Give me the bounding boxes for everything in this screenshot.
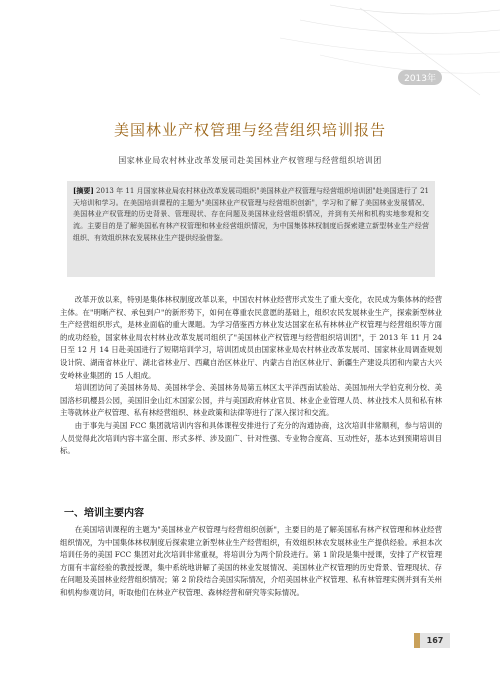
paragraph: 培训团访问了美国林务局、美国林学会、美国林务局第五林区太平洋西南试验站、美国加州大学伯克利分校、美国洛杉矶樱县公园，美国旧金山红木国家公园，并与美国政府林业官员、林业企业管理人员、林业技术人员和私有林主等就林业产权管理、私有林经营组织、林业政策和法律等进行了深入探讨和交流。 [60, 383, 442, 418]
year-badge: 2013年 [398, 70, 442, 85]
article-title: 美国林业产权管理与经营组织培训报告 [113, 121, 386, 139]
abstract-text: 2013 年 11 月国家林业局农村林业改革发展司组织"美国林业产权管理与经营组织培训团"赴美国进行了 21 天培训和学习。在美国培训课程的主题为"美国林业产权管理与经营组织创新"，学习和了解了美国林业发展情况、美国林业产权管理的历史背景、管理现状、存在问题及美国林业经营组织情况，并到有关州和机构实地参观和交流。主要目的是了解美国私有林产权管理和林业经营组织情况，为中国集体林权制度后探索建立新型林业生产经营组织、有效组织林农发展林业生产提供经验借鉴。 [73, 187, 429, 242]
header-decoration [0, 0, 500, 100]
page-number: 167 [420, 633, 450, 648]
article-author: 国家林业局农村林业改革发展司赴美国林业产权管理与经营组织培训团 [118, 156, 382, 165]
intro-section [60, 294, 442, 458]
section-heading: 一、培训主要内容 [64, 508, 144, 519]
paragraph: 由于事先与美国 FCC 集团就培训内容和具体课程安排进行了充分的沟通协商，这次培训非常顺利，参与培训的人员觉得此次培训内容丰富全面、形式多样、涉及面广、针对性强、专业物合度高、互动性好，基本达到预期培训目标。 [60, 420, 442, 456]
paragraph: 在美国培训课程的主题为"美国林业产权管理与经营组织创新"，主要目的是了解美国私有林产权管理和林业经营组织情况，为中国集体林权制度后探索建立新型林业生产经营组织，有效组织林农发展林业生产提供经验。承担本次培训任务的美国 FCC 集团对此次培训非常重视，将培训分为两个阶段进行。第 1 阶段是集中授课，安排了产权管理方面有丰富经验的教授授课，集中系统地讲解了美国的林业发展情况、美国林业产权管理的历史背景、管理现状、存在问题及美国林业经营组织情况；第 2 阶段结合美国实际情况，介绍美国林业产权管理、私有林管理实例并到有关州和机构参观访问，听取他们在林业产权管理、森林经营和研究等实际情况。 [60, 525, 442, 597]
training-content-section [60, 524, 442, 600]
abstract-label: [摘要] [73, 186, 94, 195]
abstract-box [67, 181, 435, 277]
paragraph: 改革开放以来，特别是集体林权制度改革以来，中国农村林业经营形式发生了重大变化，农民成为集体林的经营主体。在"明晰产权、承包到户"的新形势下，如何在尊重农民意愿的基础上，组织农民发展林业生产，探索新型林业生产经营组织形式，是林业面临的重大课题。为学习借鉴西方林业发达国家在私有林林业产权管理与经营组织等方面的成功经验，国家林业局农村林业改革发展司组织了"美国林业产权管理与经营组织培训团"，于 2013 年 11 月 24 日至 12 月 14 日赴美国进行了短期培训学习，培训团成员由国家林业局农村林业改革发展司、国家林业局调查规划设计院、湖南省林业厅、湖北省林业厅、西藏自治区林业厅、内蒙古自治区林业厅、新疆生产建设兵团和内蒙古大兴安岭林业集团的 15 人组成。 [60, 295, 442, 380]
